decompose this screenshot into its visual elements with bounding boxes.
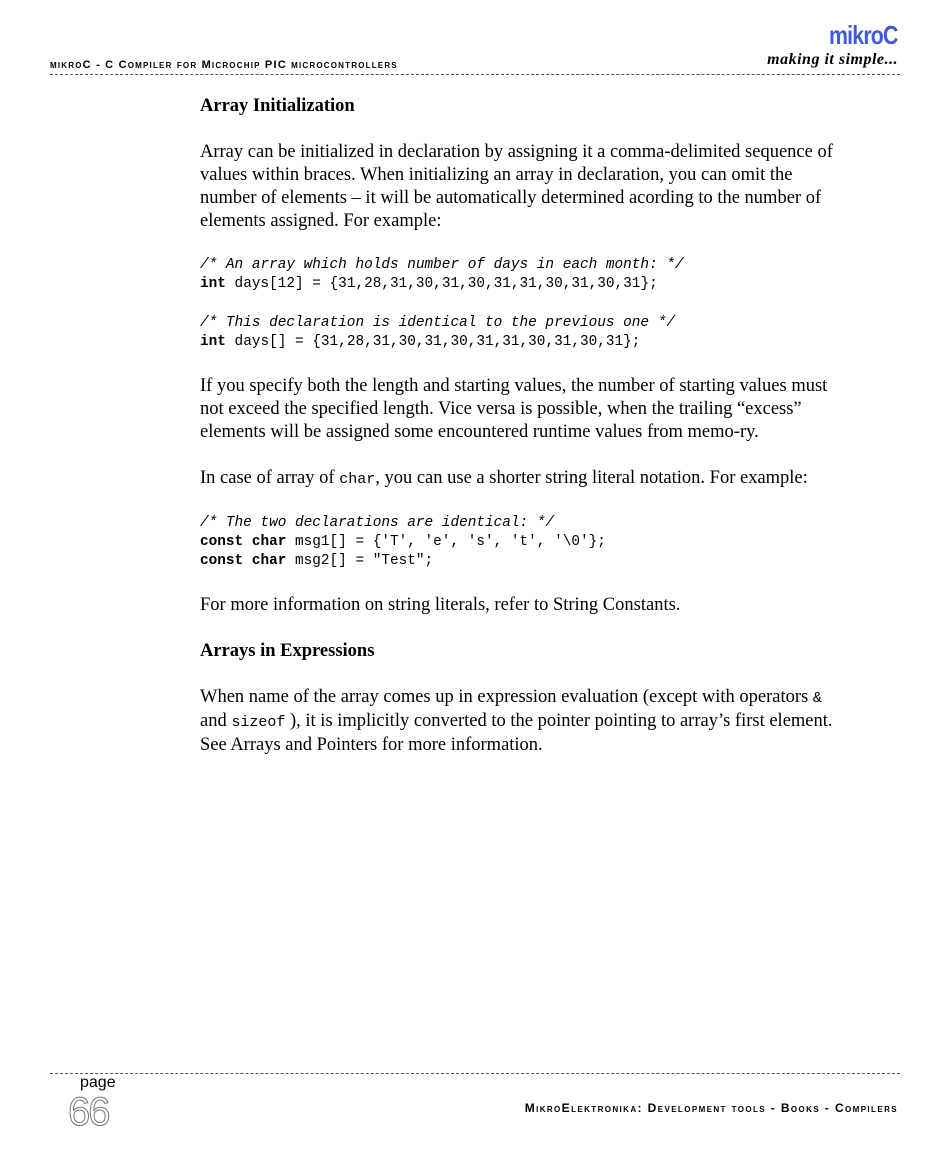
- text-run: and: [200, 711, 232, 731]
- paragraph: Array can be initialized in declaration by assigning it a comma-delimited sequence of values within braces. When initializing an array in declaration, you can omit the number of elements – it will be automatically determined acording to the number of elements assigned. For example:: [200, 142, 833, 231]
- code-keyword: int: [200, 276, 226, 292]
- text-run: When name of the array comes up in expression evaluation (except with operators: [200, 687, 813, 707]
- code-line: days[12] = {31,28,31,30,31,30,31,31,30,31,30,31};: [225, 276, 658, 292]
- code-line: msg1[] = {'T', 'e', 's', 't', '\0'};: [286, 534, 606, 550]
- page-number: 66: [68, 1090, 109, 1134]
- text-run: In case of array of: [200, 468, 340, 488]
- paragraph: [200, 686, 852, 757]
- code-comment: /* This declaration is identical to the previous one */: [200, 315, 675, 331]
- brand-tagline: making it simple...: [767, 51, 898, 68]
- code-line: msg2[] = "Test";: [286, 553, 434, 569]
- page-label: page: [80, 1074, 116, 1091]
- footer-publisher: MikroElektronika: Development tools - Books - Compilers: [524, 1101, 898, 1115]
- text-run: ), it is implicitly converted to the pointer pointing to array’s first element. See Arrays and Pointers for more information.: [200, 711, 833, 755]
- paragraph: If you specify both the length and starting values, the number of starting values must not exceed the specified length. Vice versa is possible, when the trailing “excess” elements will be assigned some encountered runtime values from memo-ry.: [200, 376, 828, 442]
- header-divider: [50, 74, 900, 75]
- code-block-msg: [200, 514, 852, 571]
- text-run: , you can use a shorter string literal notation. For example:: [375, 468, 808, 488]
- inline-code: &: [812, 690, 822, 707]
- code-line: days[] = {31,28,31,30,31,30,31,31,30,31,30,31};: [225, 334, 641, 350]
- code-keyword: int: [200, 334, 226, 350]
- code-comment: /* The two declarations are identical: */: [200, 515, 555, 531]
- section-heading-array-initialization: Array Initialization: [200, 96, 355, 116]
- page-content: [200, 95, 852, 757]
- paragraph: [200, 467, 852, 491]
- footer-divider: [50, 1073, 900, 1074]
- code-keyword: const char: [200, 553, 287, 569]
- inline-code: char: [339, 471, 376, 488]
- section-heading-arrays-in-expressions: Arrays in Expressions: [200, 641, 375, 661]
- paragraph: For more information on string literals, refer to String Constants.: [200, 595, 681, 615]
- header-title: mikroC - C Compiler for Microchip PIC microcontrollers: [50, 59, 398, 71]
- code-block-days: [200, 256, 852, 352]
- code-comment: /* An array which holds number of days in each month: */: [200, 257, 684, 273]
- inline-code: sizeof: [231, 714, 286, 731]
- brand-logo: mikroC: [829, 20, 898, 50]
- code-keyword: const char: [200, 534, 287, 550]
